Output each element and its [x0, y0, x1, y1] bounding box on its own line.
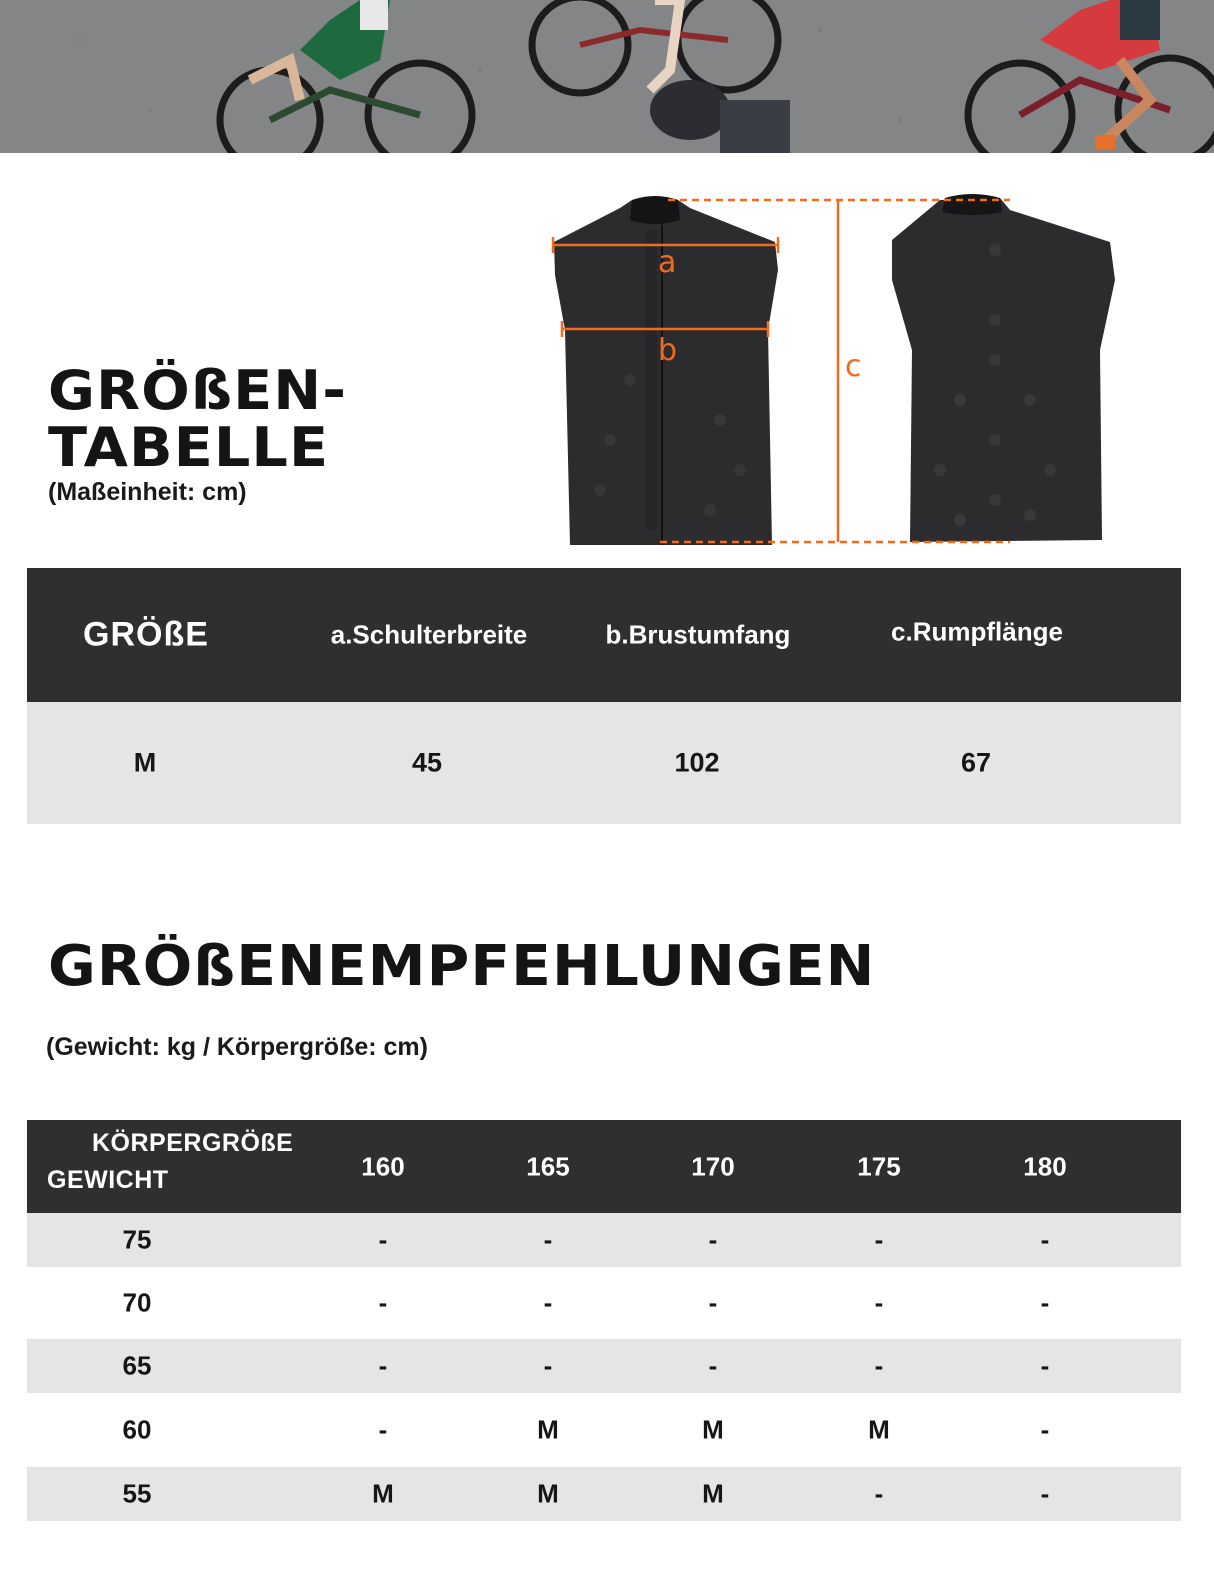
table-row	[27, 1213, 1181, 1267]
table-row	[27, 1267, 1181, 1339]
cell-value: -	[1040, 1287, 1050, 1318]
header-height-175: 175	[857, 1151, 901, 1181]
dimension-label-a: a	[658, 245, 677, 280]
cell-weight: 55	[122, 1478, 152, 1509]
header-shoulder-width: a.Schulterbreite	[330, 619, 528, 650]
cell-value: M	[868, 1414, 890, 1445]
header-weight: GEWICHT	[47, 1166, 169, 1194]
cell-value: -	[543, 1224, 553, 1255]
table-row	[27, 1339, 1181, 1393]
size-chart-title-block	[48, 359, 348, 507]
vest-measurement-diagram	[540, 180, 1140, 560]
size-chart-title-line1: GRÖßEN-	[48, 359, 348, 422]
cell-value: -	[378, 1224, 388, 1255]
recommendations-unit-note: (Gewicht: kg / Körpergröße: cm)	[46, 1033, 428, 1061]
cell-value: -	[1040, 1478, 1050, 1509]
header-height-165: 165	[526, 1151, 570, 1181]
size-chart-header-row	[27, 568, 1181, 702]
table-row	[27, 1467, 1181, 1521]
dimension-label-b: b	[658, 333, 678, 368]
cell-value: -	[708, 1350, 718, 1381]
cell-value: -	[1040, 1224, 1050, 1255]
header-torso-length: c.Rumpflänge	[891, 616, 1063, 647]
cell-value: M	[702, 1478, 724, 1509]
header-body-height: KÖRPERGRÖßE	[92, 1129, 294, 1157]
vest-back-icon	[892, 194, 1115, 542]
dimension-label-c: c	[845, 349, 862, 384]
size-chart-table	[27, 568, 1181, 824]
cell-value: -	[874, 1287, 884, 1318]
table-row	[27, 1393, 1181, 1467]
cell-value: -	[378, 1350, 388, 1381]
cell-value: -	[1040, 1414, 1050, 1445]
cell-value: -	[708, 1224, 718, 1255]
header-height-180: 180	[1023, 1151, 1067, 1181]
cell-value: -	[378, 1287, 388, 1318]
cell-weight: 65	[122, 1350, 152, 1381]
recommendation-header-row	[27, 1120, 1181, 1213]
size-chart-unit-note: (Maßeinheit: cm)	[48, 478, 247, 506]
header-height-170: 170	[691, 1151, 735, 1181]
cyclists-illustration	[0, 0, 1214, 153]
cell-size: M	[133, 747, 157, 778]
recommendations-title: GRÖßENEMPFEHLUNGEN	[48, 934, 876, 999]
cell-value: -	[543, 1350, 553, 1381]
cell-shoulder-width: 45	[411, 747, 443, 778]
hero-banner-image	[0, 0, 1214, 153]
header-height-160: 160	[361, 1151, 405, 1181]
size-chart-title-line2: TABELLE	[48, 416, 330, 479]
cell-value: -	[543, 1287, 553, 1318]
header-size: GRÖßE	[83, 615, 209, 654]
cell-value: -	[708, 1287, 718, 1318]
cell-value: M	[372, 1478, 394, 1509]
cell-value: -	[874, 1224, 884, 1255]
cell-value: -	[874, 1350, 884, 1381]
cell-value: M	[702, 1414, 724, 1445]
cell-value: M	[537, 1478, 559, 1509]
cell-value: M	[537, 1414, 559, 1445]
cell-weight: 70	[122, 1287, 152, 1318]
table-row	[27, 702, 1181, 824]
size-recommendation-table	[27, 1120, 1181, 1521]
cell-value: -	[378, 1414, 388, 1445]
cell-weight: 60	[122, 1414, 152, 1445]
cell-value: -	[1040, 1350, 1050, 1381]
cell-value: -	[874, 1478, 884, 1509]
header-chest-circumference: b.Brustumfang	[605, 619, 791, 650]
cell-torso-length: 67	[960, 747, 992, 778]
cell-weight: 75	[122, 1224, 152, 1255]
cell-chest-circumference: 102	[674, 747, 720, 778]
